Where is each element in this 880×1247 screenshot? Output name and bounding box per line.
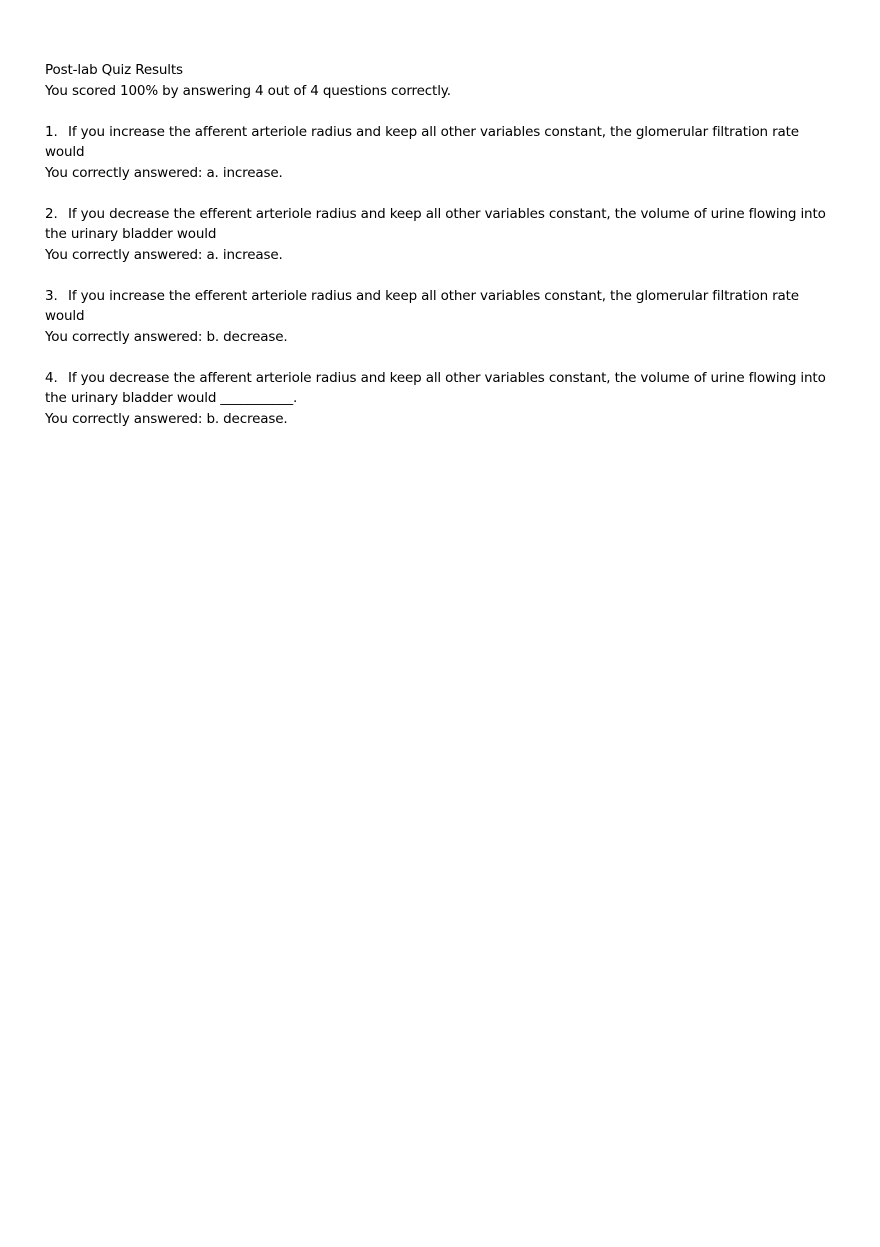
question-prompt: If you decrease the efferent arteriole radius and keep all other variables constant, the volume of urine flowing into the urinary bladder would	[45, 205, 826, 242]
question-item	[45, 368, 835, 430]
page-title: Post-lab Quiz Results	[45, 62, 183, 78]
question-number: 4.	[45, 369, 58, 386]
question-text	[45, 204, 835, 245]
quiz-results-document	[45, 60, 835, 450]
question-text	[45, 286, 835, 327]
question-number: 2.	[45, 205, 58, 222]
question-prompt: If you increase the afferent arteriole radius and keep all other variables constant, the glomerular filtration rate would	[45, 123, 799, 160]
question-answer: You correctly answered: a. increase.	[45, 164, 283, 181]
question-number: 1.	[45, 123, 58, 140]
question-text	[45, 122, 835, 163]
question-item	[45, 204, 835, 266]
question-prompt: If you increase the efferent arteriole radius and keep all other variables constant, the glomerular filtration rate would	[45, 287, 799, 324]
question-prompt: If you decrease the afferent arteriole radius and keep all other variables constant, the volume of urine flowing into the urinary bladder would ___________.	[45, 369, 826, 406]
question-answer: You correctly answered: b. decrease.	[45, 328, 288, 345]
question-item	[45, 122, 835, 184]
question-answer: You correctly answered: a. increase.	[45, 246, 283, 263]
spacer	[45, 101, 835, 122]
question-text	[45, 368, 835, 409]
question-item	[45, 286, 835, 348]
question-number: 3.	[45, 287, 58, 304]
question-answer: You correctly answered: b. decrease.	[45, 410, 288, 427]
score-summary: You scored 100% by answering 4 out of 4 questions correctly.	[45, 82, 451, 99]
